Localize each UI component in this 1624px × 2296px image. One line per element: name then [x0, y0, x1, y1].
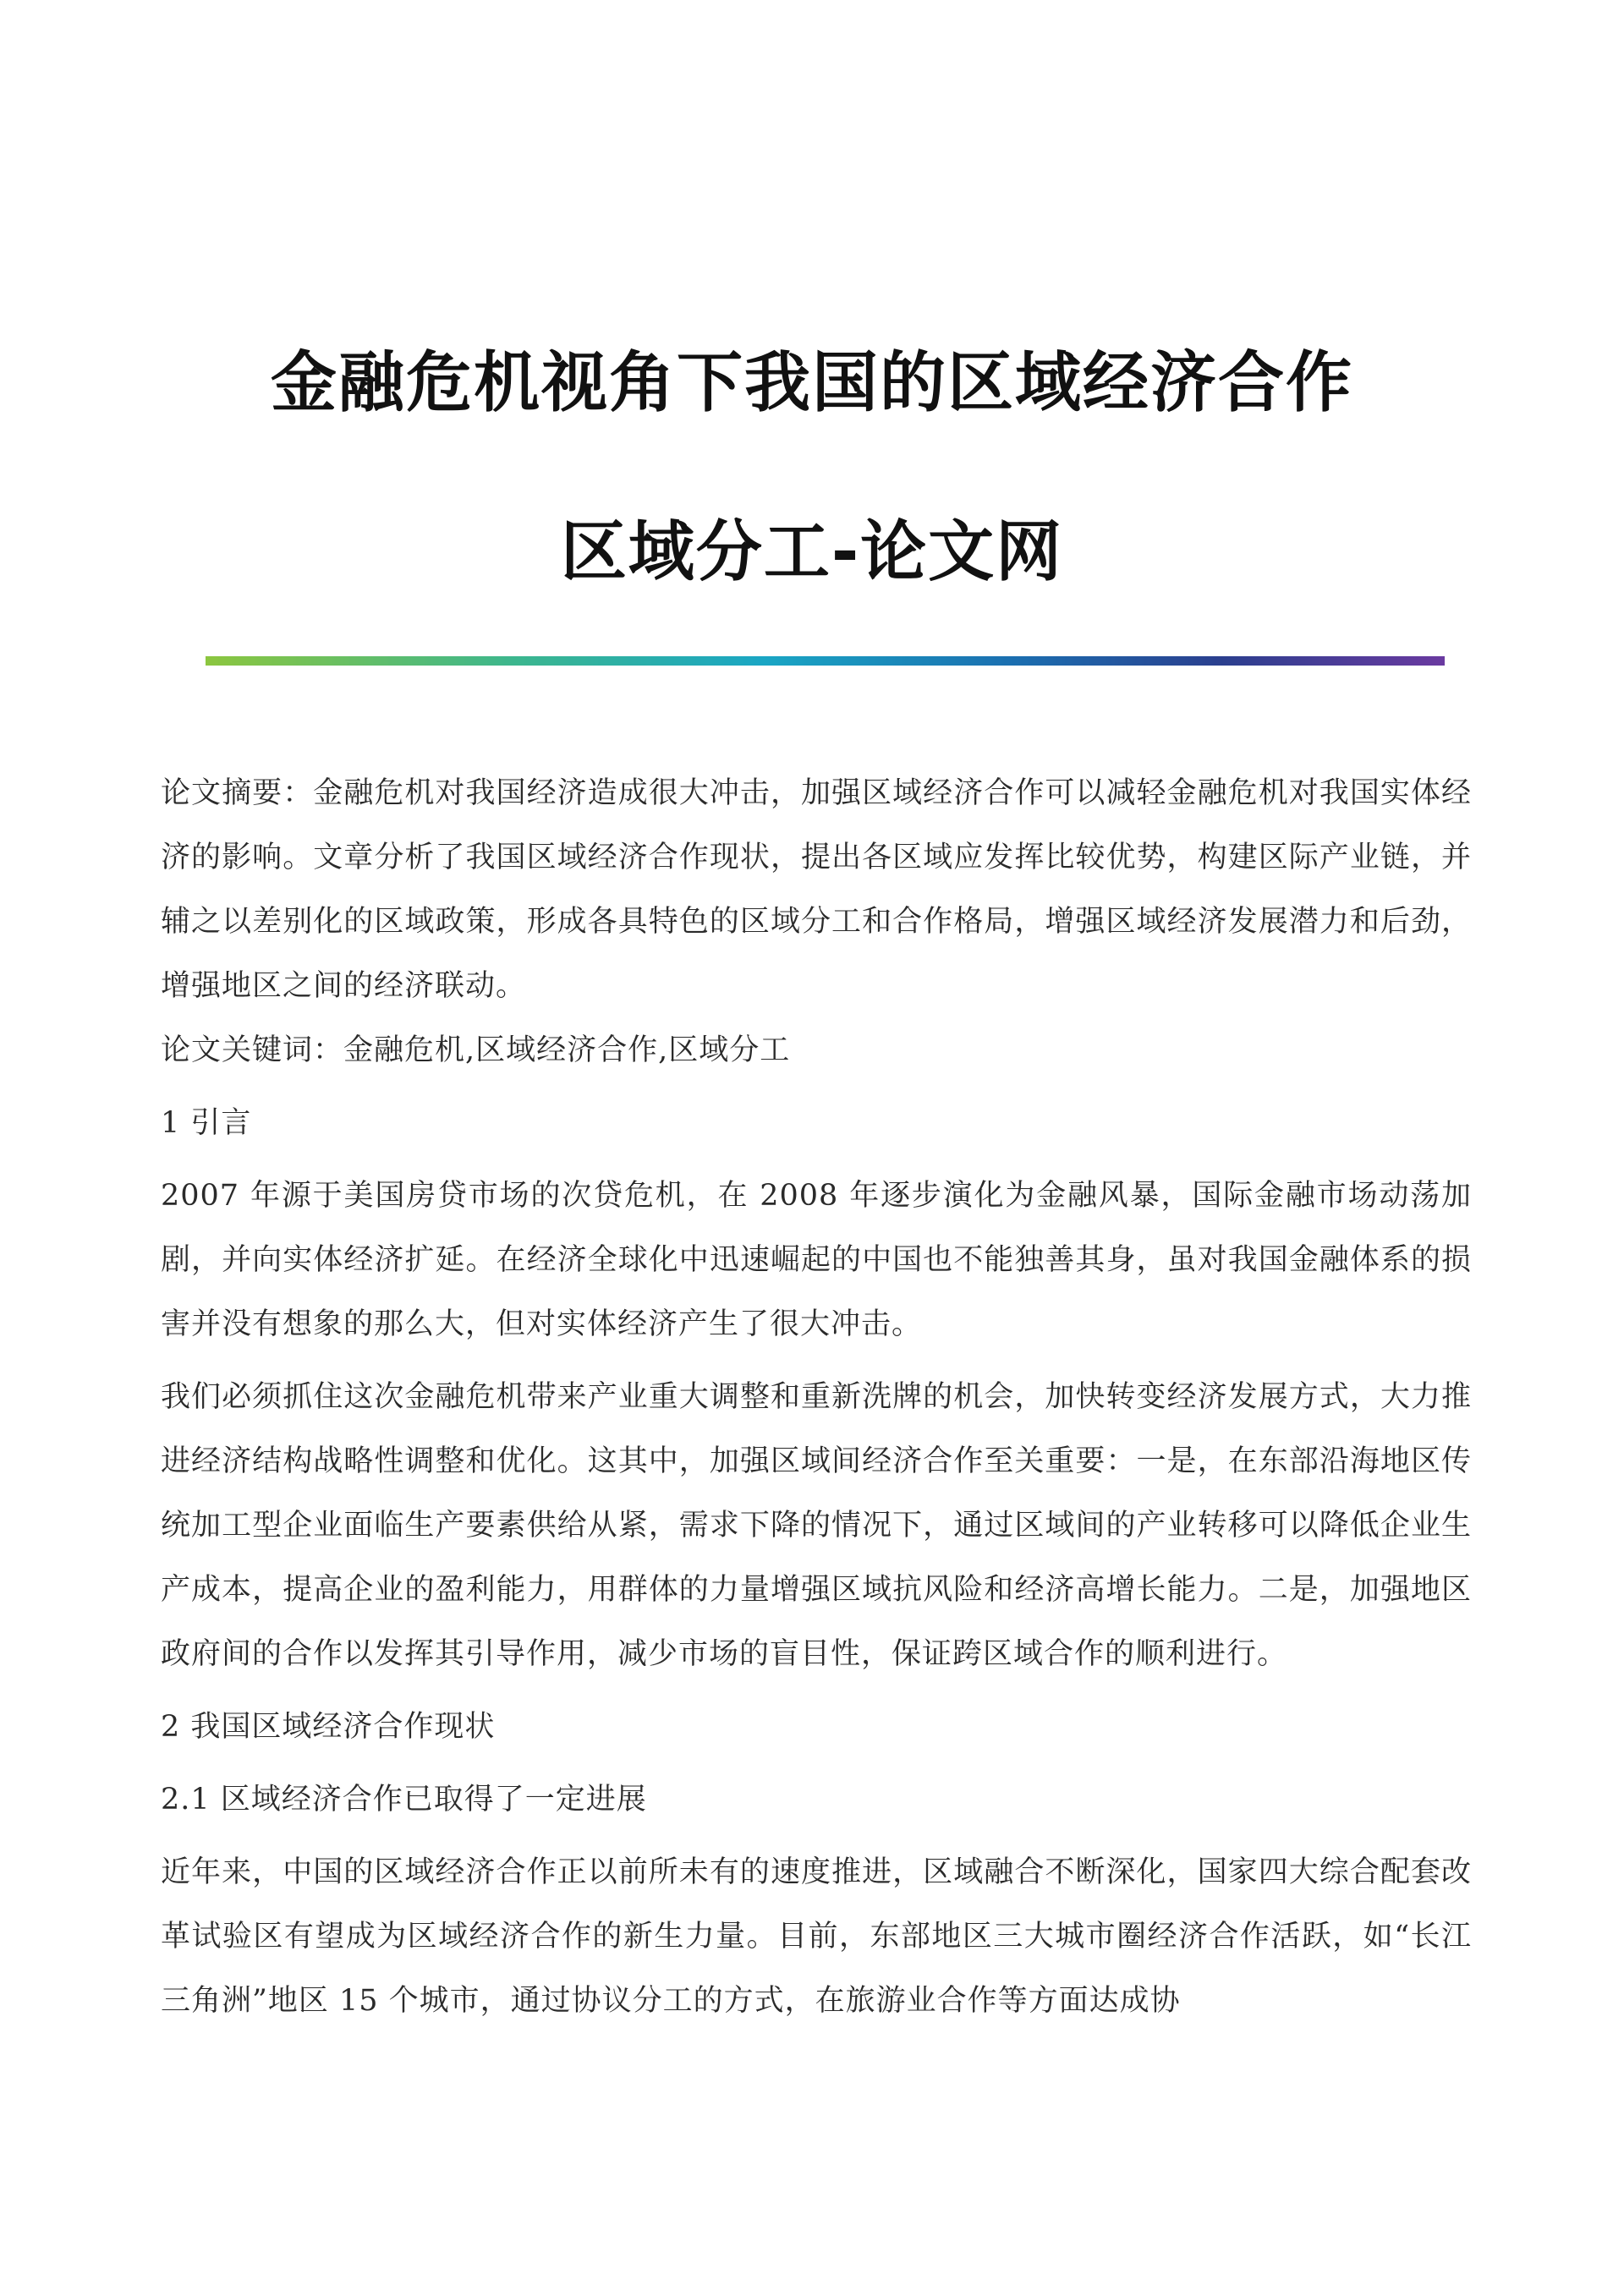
document-body	[161, 761, 1472, 2041]
title-divider	[206, 656, 1445, 666]
status-paragraph-1: 近年来，中国的区域经济合作正以前所未有的速度推进，区域融合不断深化，国家四大综合配套改革试验区有望成为区域经济合作的新生力量。目前，东部地区三大城市圈经济合作活跃，如“长江三角洲”地区 15 个城市，通过协议分工的方式，在旅游业合作等方面达成协	[161, 1855, 1472, 2018]
abstract-paragraph: 论文摘要：金融危机对我国经济造成很大冲击，加强区域经济合作可以减轻金融危机对我国实体经济的影响。文章分析了我国区域经济合作现状，提出各区域应发挥比较优势，构建区际产业链，并辅之以差别化的区域政策，形成各具特色的区域分工和合作格局，增强区域经济发展潜力和后劲，增强地区之间的经济联动。	[161, 776, 1472, 1003]
section-heading-intro: 1 引言	[161, 1106, 252, 1140]
subsection-heading-2-1: 2.1 区域经济合作已取得了一定进展	[161, 1783, 647, 1817]
section-heading-status: 2 我国区域经济合作现状	[161, 1710, 496, 1744]
document-title-line-1: 金融危机视角下我国的区域经济合作	[270, 345, 1353, 421]
intro-paragraph-2: 我们必须抓住这次金融危机带来产业重大调整和重新洗牌的机会，加快转变经济发展方式，大力推进经济结构战略性调整和优化。这其中，加强区域间经济合作至关重要：一是，在东部沿海地区传统加工型企业面临生产要素供给从紧，需求下降的情况下，通过区域间的产业转移可以降低企业生产成本，提高企业的盈利能力，用群体的力量增强区域抗风险和经济高增长能力。二是，加强地区政府间的合作以发挥其引导作用，减少市场的盲目性，保证跨区域合作的顺利进行。	[161, 1380, 1472, 1671]
keywords-line: 论文关键词：金融危机,区域经济合作,区域分工	[161, 1033, 791, 1067]
intro-paragraph-1: 2007 年源于美国房贷市场的次贷危机，在 2008 年逐步演化为金融风暴，国际金融市场动荡加剧，并向实体经济扩延。在经济全球化中迅速崛起的中国也不能独善其身，虽对我国金融体系的损害并没有想象的那么大，但对实体经济产生了很大冲击。	[161, 1179, 1472, 1341]
document-title-line-2: 区域分工-论文网	[560, 514, 1064, 590]
